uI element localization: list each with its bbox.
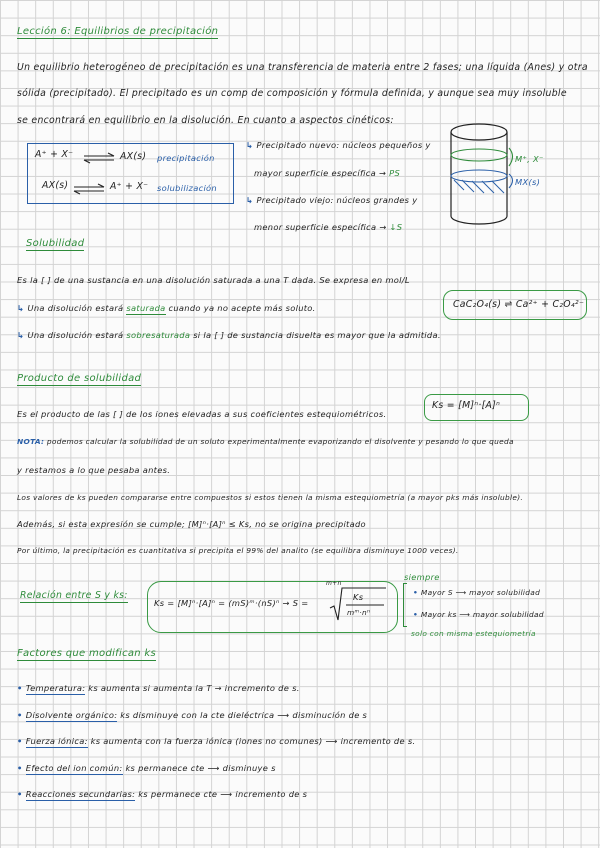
factors-heading: Factores que modifican ks bbox=[17, 648, 157, 659]
relation-heading: Relación entre S y ks: bbox=[20, 590, 128, 601]
beaker-solid-label: MX(s) bbox=[515, 177, 541, 187]
reaction-1-label: precipitación bbox=[157, 153, 215, 163]
reaction-2-label: solubilización bbox=[157, 183, 217, 193]
same-stoichiometry-note: solo con misma estequiometría bbox=[411, 629, 536, 638]
aged-precipitate-line-1: ↳ Precipitado viejo: núcleos grandes y bbox=[246, 195, 418, 205]
beaker-ions-label: M⁺, X⁻ bbox=[515, 154, 544, 164]
factor-item: • Fuerza iónica: ks aumenta con la fuerza iónica (iones no comunes) ⟶ incremento de s. bbox=[17, 736, 416, 746]
beaker-drawing bbox=[446, 118, 566, 233]
more-ks-row: • Mayor ks ⟶ mayor solubilidad bbox=[413, 610, 544, 619]
root-denominator: mᵐ·nⁿ bbox=[347, 608, 371, 617]
ks-paragraph-3: Por último, la precipitación es cuantitativa si precipita el 99% del analito (se equilibra disminuye 1000 veces). bbox=[17, 546, 459, 555]
fresh-precipitate-line-2: mayor superficie específica → PS bbox=[254, 168, 401, 178]
ks-definition: Es el producto de las [ ] de los iones elevadas a sus coeficientes estequiométricos. bbox=[17, 409, 387, 419]
solubility-definition: Es la [ ] de una sustancia en una disolución saturada a una T dada. Se expresa en mol/L bbox=[17, 275, 410, 285]
root-index: m+n bbox=[326, 580, 342, 587]
factor-item: • Efecto del ion común: ks permanece cte ⟶ disminuye s bbox=[17, 763, 276, 773]
factor-item: • Temperatura: ks aumenta si aumenta la T → incremento de s. bbox=[17, 683, 300, 693]
aged-result: ↓S bbox=[389, 222, 403, 232]
more-s-row: • Mayor S ⟶ mayor solubilidad bbox=[413, 588, 541, 597]
reaction-2-left: AX(s) bbox=[42, 180, 69, 191]
factor-item: • Reacciones secundarias: ks permanece cte ⟶ incremento de s bbox=[17, 789, 308, 799]
example-equilibrium: CaC₂O₄(s) ⇌ Ca²⁺ + C₂O₄²⁻ bbox=[453, 299, 585, 310]
always-label: siempre bbox=[404, 572, 440, 582]
fresh-precipitate-line-1: ↳ Precipitado nuevo: núcleos pequeños y bbox=[246, 140, 431, 150]
ks-paragraph-2: Además, si esta expresión se cumple; [M]ⁿ·[A]ⁿ ≤ Ks, no se origina precipitado bbox=[17, 519, 366, 529]
intro-line-2: sólida (precipitado). El precipitado es un comp de composición y fórmula definida, y aunque sea muy insoluble bbox=[17, 88, 567, 99]
relation-bracket bbox=[403, 583, 407, 627]
supersaturated-note: ↳ Una disolución estará sobresaturada si la [ ] de sustancia disuelta es mayor que la admitida. bbox=[17, 330, 441, 340]
reaction-1-left: A⁺ + X⁻ bbox=[35, 149, 74, 160]
intro-line-3: se encontrará en equilibrio en la disolución. En cuanto a aspectos cinéticos: bbox=[17, 115, 394, 126]
aged-precipitate-line-2: menor superficie específica → ↓S bbox=[254, 222, 403, 232]
ks-note-line-1: NOTA: podemos calcular la solubilidad de un soluto experimentalmente evaporizando el disolvente y pesando lo que queda bbox=[17, 437, 514, 446]
ks-heading: Producto de solubilidad bbox=[17, 373, 142, 384]
solubility-heading: Solubilidad bbox=[26, 238, 85, 249]
root-numerator: Ks bbox=[353, 592, 364, 602]
relation-equation: Ks = [M]ⁿ·[A]ⁿ = (mS)ᵐ·(nS)ⁿ → S = bbox=[154, 598, 309, 608]
equilibrium-arrow-2 bbox=[72, 183, 106, 195]
fresh-result: PS bbox=[389, 168, 401, 178]
reaction-1-right: AX(s) bbox=[120, 151, 147, 162]
equilibrium-arrow-1 bbox=[82, 152, 116, 164]
intro-line-1: Un equilibrio heterogéneo de precipitación es una transferencia de materia entre 2 fases; una líquida (Anes) y otra bbox=[17, 62, 588, 73]
page-title: Lección 6: Equilibrios de precipitación bbox=[17, 26, 219, 37]
ks-note-line-2: y restamos a lo que pesaba antes. bbox=[17, 465, 171, 475]
saturated-note: ↳ Una disolución estará saturada cuando ya no acepte más soluto. bbox=[17, 303, 316, 313]
factor-item: • Disolvente orgánico: ks disminuye con la cte dieléctrica ⟶ disminución de s bbox=[17, 710, 368, 720]
ks-paragraph-1: Los valores de ks pueden compararse entre compuestos si estos tienen la misma estequiometría (a mayor pks más insoluble). bbox=[17, 493, 524, 502]
ks-formula: Ks = [M]ⁿ·[A]ⁿ bbox=[432, 400, 501, 411]
reaction-2-right: A⁺ + X⁻ bbox=[110, 181, 149, 192]
